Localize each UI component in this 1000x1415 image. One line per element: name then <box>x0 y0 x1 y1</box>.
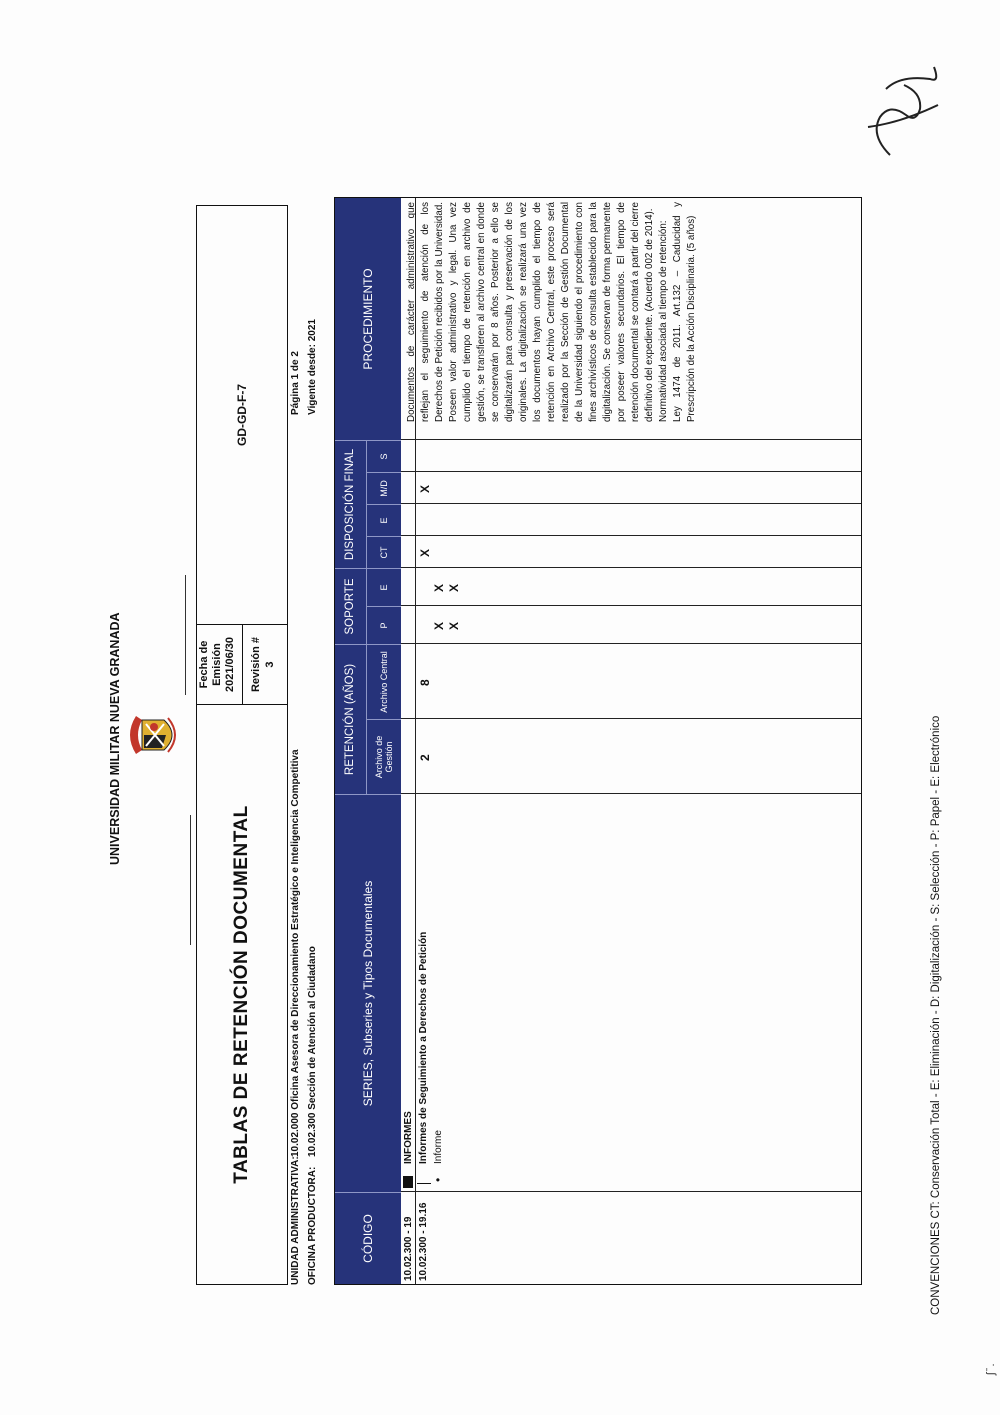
col-disposicion: DISPOSICIÓN FINAL <box>335 440 367 568</box>
col-s: S <box>367 440 401 472</box>
col-retencion: RETENCIÓN (AÑOS) <box>335 644 367 794</box>
table-header <box>335 198 401 1284</box>
disposition-ct-mark: X <box>418 548 432 557</box>
table-row-document-type: Informe <box>433 1130 444 1164</box>
table-row-series: INFORMES <box>403 1111 414 1164</box>
oficina-label: OFICINA PRODUCTORA: <box>307 1166 318 1285</box>
emission-date-cell <box>197 624 287 704</box>
col-ct: CT <box>367 536 401 568</box>
col-procedimiento: PROCEDIMIENTO <box>361 268 375 370</box>
disposition-md-mark: X <box>418 484 432 493</box>
header-box <box>196 205 288 1285</box>
title-cell <box>197 704 287 1284</box>
scan-artifact: ʃ ̄ . <box>985 1363 997 1375</box>
series-square-icon <box>403 1176 413 1188</box>
valid-since: Vigente desde: 2021 <box>307 319 318 415</box>
col-e: E <box>367 568 401 606</box>
col-e2: E <box>367 504 401 536</box>
unidad-value: 10.02.000 Oficina Asesora de Direccionamiento Estratégico e Inteligencia Competitiva <box>290 749 301 1157</box>
table-row-subseries: Informes de Seguimiento a Derechos de Petición <box>418 931 429 1164</box>
table-row-code: 10.02.300 - 19.16 <box>418 1202 429 1281</box>
col-series: SERIES, Subseries y Tipos Documentales <box>335 794 401 1192</box>
conventions-legend: CONVENCIONES CT: Conservación Total - E: Eliminación - D: Digitalización - S: Selección - P: Papel - E: Electrónico <box>930 715 942 1315</box>
document-title: TABLAS DE RETENCIÓN DOCUMENTAL <box>231 805 252 1184</box>
revision-label: Revisión # <box>250 636 262 693</box>
emission-date-value: 2021/06/30 <box>224 636 236 693</box>
support-electronic-mark: X <box>432 583 446 592</box>
col-codigo: CÓDIGO <box>335 1192 401 1284</box>
col-archivo-central: Archivo Central <box>367 644 401 719</box>
institution-name: UNIVERSIDAD MILITAR NUEVA GRANADA <box>108 612 122 865</box>
procedure-paragraph: Ley 1474 de 2011. Art.132 – Caducidad y Prescripción de la Acción Disciplinaria. (5 años) <box>672 202 697 422</box>
emission-date-label: Fecha de Emisión <box>198 640 223 689</box>
decorative-rule <box>190 815 191 945</box>
oficina-value: 10.02.300 Sección de Atención al Ciudadano <box>307 946 318 1157</box>
decorative-rule <box>185 575 186 695</box>
procedure-paragraph: Normatividad asociada al tiempo de retención: <box>658 220 669 422</box>
procedure-paragraph: Documentos de carácter administrativo que reflejan el seguimiento de atención de los Derechos de Petición recibidos por la Universidad. Poseen valor administrativo y legal. Una vez cumplido el tiempo de retención en archivo de gestión, se transfieren al archivo central en donde se conservarán por 8 años. Posterior a ello se digitalizarán para consulta y preservación de los originales. La digitalización se realizará una vez los documentos hayan cumplido el tiempo de retención en Archivo Central, este proceso será realizado por la Sección de Gestión Documental de la Universidad siguiendo el procedimiento con fines archivísticos de consulta establecido para la digitalización. Se conservan de forma permanente por poseer valores secundarios. El tiempo de retención documental se contará a partir del cierre definitivo del expediente. (Acuerdo 002 de 2014). <box>406 202 655 422</box>
unidad-label: UNIDAD ADMINISTRATIVA: <box>290 1156 301 1285</box>
retention-gestion-value: 2 <box>418 754 432 761</box>
page-number: Página 1 de 2 <box>290 351 301 415</box>
col-soporte: SOPORTE <box>335 568 367 644</box>
university-shield-logo <box>122 710 184 760</box>
bullet-icon: • <box>431 1177 445 1182</box>
procedure-text <box>405 202 699 422</box>
col-md: M/D <box>367 472 401 504</box>
retention-table <box>334 197 862 1285</box>
subseries-marker <box>417 1183 431 1184</box>
retention-central-value: 8 <box>418 679 432 686</box>
support-paper-mark: X <box>447 621 461 630</box>
support-electronic-mark: X <box>447 583 461 592</box>
revision-value: 3 <box>264 661 276 668</box>
col-p: P <box>367 606 401 644</box>
handwritten-signature <box>860 45 950 175</box>
col-archivo-gestion: Archivo de Gestión <box>367 719 401 794</box>
table-row-code: 10.02.300 - 19 <box>403 1216 414 1281</box>
support-paper-mark: X <box>432 621 446 630</box>
form-code: GD-GD-F-7 <box>235 384 249 446</box>
